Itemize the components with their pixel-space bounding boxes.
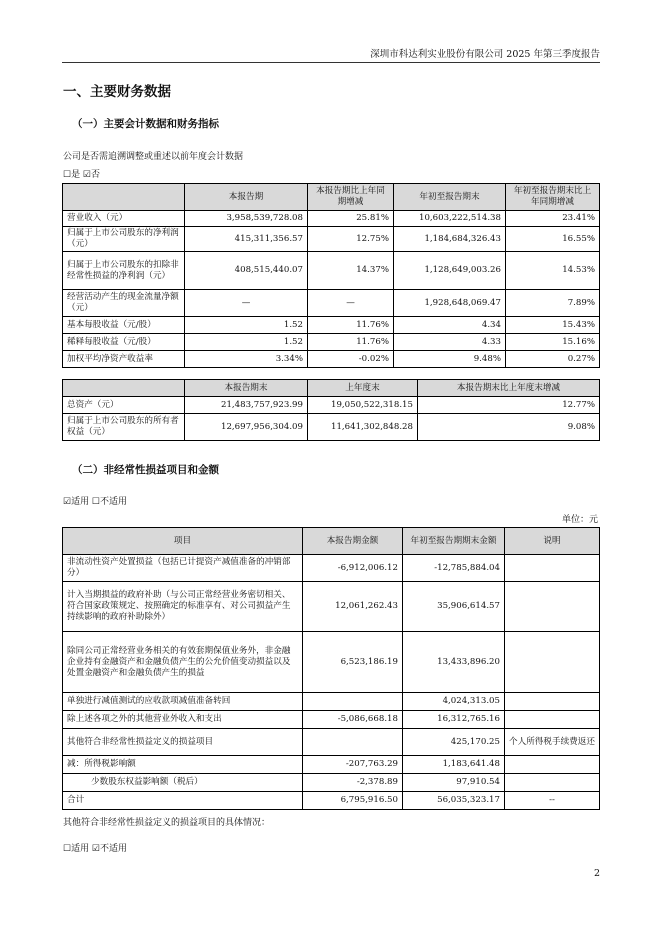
value-cell: 3.34% [185,351,308,368]
table-header-row [63,380,600,397]
row-label: 计入当期损益的政府补助（与公司正常经营业务密切相关、符合国家政策规定、按照确定的标准享有、对公司损益产生持续影响的政府补助除外） [63,582,303,632]
table-header-cell: 说明 [505,528,600,555]
value-cell: 425,170.25 [403,729,505,756]
table-header-cell: 本报告期比上年同期增减 [308,184,394,211]
value-cell: 1.52 [185,334,308,351]
value-cell: 415,311,356.57 [185,227,308,252]
row-label: 除同公司正常经营业务相关的有效套期保值业务外，非金融企业持有金融资产和金融负债产生的公允价值变动损益以及处置金融资产和金融负债产生的损益 [63,632,303,693]
table-row [63,227,600,252]
table-row [63,632,600,693]
value-cell: 4.34 [394,317,506,334]
note-cell [505,582,600,632]
section-title: 一、主要财务数据 [63,84,171,100]
note-cell [505,774,600,792]
value-cell: 1,183,641.48 [403,756,505,774]
value-cell: 14.37% [308,252,394,290]
note-cell [505,632,600,693]
table-row [63,414,600,441]
row-label: 经营活动产生的现金流量净额（元） [63,290,185,317]
table-row [63,729,600,756]
table-header-cell: 本报告期 [185,184,308,211]
subsection1-title: （一）主要会计数据和财务指标 [72,118,219,130]
table-header-cell: 年初至报告期末比上年同期增减 [506,184,600,211]
value-cell: 10,603,222,514.38 [394,211,506,227]
note-cell [505,693,600,711]
table-row [63,334,600,351]
value-cell: -6,912,006.12 [303,555,403,582]
balance-sheet-table [62,379,600,441]
table-row [63,555,600,582]
row-label: 稀释每股收益（元/股） [63,334,185,351]
table-header-cell: 本报告期末 [185,380,308,397]
row-label: 合计 [63,792,303,810]
value-cell: 97,910.54 [403,774,505,792]
note-cell [505,756,600,774]
row-label: 基本每股收益（元/股） [63,317,185,334]
header-rule [62,62,600,63]
value-cell: -207,763.29 [303,756,403,774]
table-row [63,756,600,774]
note-cell: -- [505,792,600,810]
value-cell: 6,523,186.19 [303,632,403,693]
table-header-cell: 项目 [63,528,303,555]
row-label: 加权平均净资产收益率 [63,351,185,368]
value-cell: 56,035,323.17 [403,792,505,810]
value-cell: -0.02% [308,351,394,368]
value-cell: — [308,290,394,317]
other-items-choice: ☐适用 ☑不适用 [63,844,127,854]
table-header-cell: 本报告期金额 [303,528,403,555]
row-label: 其他符合非经常性损益定义的损益项目 [63,729,303,756]
value-cell: 15.43% [506,317,600,334]
row-label: 减：所得税影响额 [63,756,303,774]
table-row [63,317,600,334]
row-label: 单独进行减值测试的应收款项减值准备转回 [63,693,303,711]
value-cell: 15.16% [506,334,600,351]
value-cell: 1,184,684,326.43 [394,227,506,252]
value-cell: 11.76% [308,334,394,351]
row-label: 归属于上市公司股东的扣除非经常性损益的净利润（元） [63,252,185,290]
value-cell: 12,697,956,304.09 [185,414,308,441]
value-cell: -12,785,884.04 [403,555,505,582]
value-cell: 1,928,648,069.47 [394,290,506,317]
value-cell [303,729,403,756]
value-cell: 11.76% [308,317,394,334]
value-cell: 19,050,522,318.15 [308,397,418,414]
value-cell: 11,641,302,848.28 [308,414,418,441]
value-cell: 9.48% [394,351,506,368]
restatement-question: 公司是否需追溯调整或重述以前年度会计数据 [63,152,244,162]
value-cell: 4.33 [394,334,506,351]
value-cell: -5,086,668.18 [303,711,403,729]
value-cell: 23.41% [506,211,600,227]
value-cell: 9.08% [418,414,600,441]
non-recurring-items-table [62,527,600,810]
restatement-choice: ☐是 ☑否 [63,170,100,180]
value-cell: 0.27% [506,351,600,368]
table-row [63,792,600,810]
row-label: 归属于上市公司股东的所有者权益（元） [63,414,185,441]
table-row [63,693,600,711]
row-label: 总资产（元） [63,397,185,414]
value-cell: 12.77% [418,397,600,414]
value-cell: 21,483,757,923.99 [185,397,308,414]
value-cell: 35,906,614.57 [403,582,505,632]
value-cell [303,693,403,711]
table-row [63,290,600,317]
financial-indicators-table [62,183,600,368]
value-cell: 16.55% [506,227,600,252]
value-cell: 408,515,440.07 [185,252,308,290]
row-label: 归属于上市公司股东的净利润（元） [63,227,185,252]
value-cell: 16,312,765.16 [403,711,505,729]
value-cell: 4,024,313.05 [403,693,505,711]
table-row [63,351,600,368]
table-row [63,582,600,632]
value-cell: 1,128,649,003.26 [394,252,506,290]
table-row [63,252,600,290]
value-cell: — [185,290,308,317]
table-header-cell [63,380,185,397]
table-header-cell: 上年度末 [308,380,418,397]
subsection2-title: （二）非经常性损益项目和金额 [72,464,219,476]
table-header-cell: 年初至报告期末 [394,184,506,211]
report-header-title: 深圳市科达利实业股份有限公司 2025 年第三季度报告 [370,49,600,60]
other-items-note: 其他符合非经常性损益定义的损益项目的具体情况： [63,818,271,828]
unit-label: 单位：元 [561,515,598,525]
row-label: 少数股东权益影响额（税后） [63,774,303,792]
table-header-row [63,184,600,211]
value-cell: 1.52 [185,317,308,334]
note-cell [505,711,600,729]
row-label: 除上述各项之外的其他营业外收入和支出 [63,711,303,729]
table-row [63,711,600,729]
note-cell [505,555,600,582]
table-row [63,397,600,414]
table-header-cell: 本报告期末比上年度末增减 [418,380,600,397]
table-header-row [63,528,600,555]
table-header-cell: 年初至报告期期末金额 [403,528,505,555]
value-cell: 25.81% [308,211,394,227]
note-cell: 个人所得税手续费返还 [505,729,600,756]
row-label: 非流动性资产处置损益（包括已计提资产减值准备的冲销部分） [63,555,303,582]
row-label: 营业收入（元） [63,211,185,227]
page-number: 2 [593,868,600,879]
value-cell: -2,378.89 [303,774,403,792]
value-cell: 14.53% [506,252,600,290]
value-cell: 7.89% [506,290,600,317]
table-row [63,774,600,792]
value-cell: 12.75% [308,227,394,252]
table-header-cell [63,184,185,211]
value-cell: 6,795,916.50 [303,792,403,810]
applicability-choice: ☑适用 ☐不适用 [63,497,127,507]
value-cell: 12,061,262.43 [303,582,403,632]
value-cell: 13,433,896.20 [403,632,505,693]
table-row [63,211,600,227]
value-cell: 3,958,539,728.08 [185,211,308,227]
